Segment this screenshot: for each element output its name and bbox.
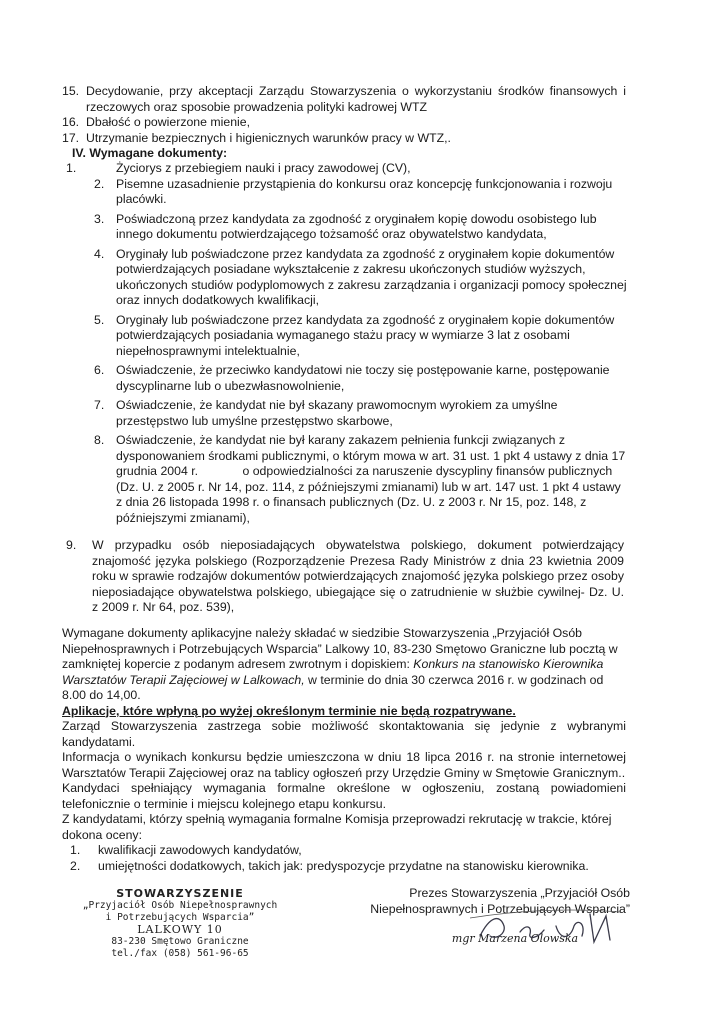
stamp-line: tel./fax (058) 561-96-65 — [111, 948, 249, 959]
list-item — [66, 538, 624, 616]
list-item-text: Poświadczoną przez kandydata za zgodność z oryginałem kopię dowodu osobistego lub innego dokumentu potwierdzającego tożsamość oraz obywatelstwo kandydata, — [116, 211, 597, 241]
list-item — [66, 313, 628, 360]
list-item-number: 2. — [94, 176, 105, 191]
list-item-text: Oryginały lub poświadczone przez kandydata za zgodność z oryginałem kopie dokumentów potwierdzających posiadane wykształcenie z zakresu ukończonych studiów wyższych, ukończonych studiów podyplomowych z zakresu zarządzania i organizacji pomocy społecznej oraz innych dodatkowych kwalifikacji, — [116, 246, 627, 307]
paragraph: Informacja o wynikach konkursu będzie umieszczona w dniu 18 lipca 2016 r. na stronie internetowej Warsztatów Terapii Zajęciowej oraz na tablicy ogłoszeń przy Urzędzie Gminy w Smętowie Granicznym.. — [62, 750, 626, 780]
list-item-number: 7. — [94, 398, 105, 412]
list-item — [66, 177, 628, 208]
handwritten-signature-icon — [460, 896, 630, 956]
list-item-number: 2. — [70, 858, 81, 873]
list-item — [62, 115, 626, 131]
list-item-text: Oświadczenie, że kandydat nie był skazany prawomocnym wyrokiem za umyślne przestępstwo lub umyślne przestępstwo skarbowe, — [116, 398, 558, 428]
documents-list-item-9 — [66, 538, 624, 616]
list-item-number: 1. — [70, 843, 81, 857]
stamp-line: i Potrzebujących Wsparcia” — [105, 912, 255, 923]
list-item-text: Oryginały lub poświadczone przez kandydata za zgodność z oryginałem kopie dokumentów potwierdzających posiadania wymaganego stażu pracy w wymiarze 3 lat z osobami niepełnosprawnymi intelektualnie, — [116, 312, 615, 358]
section-number: IV. — [72, 146, 86, 160]
stamp-title: STOWARZYSZENIE — [116, 887, 244, 900]
list-item — [70, 859, 626, 875]
submission-deadline: w terminie do dnia 30 czerwca 2016 r. w godzinach od 8.00 do 14,00. — [62, 672, 604, 702]
list-item — [70, 843, 626, 859]
signature-title-line: Prezes Stowarzyszenia „Przyjaciół Osób — [409, 886, 630, 900]
list-item — [66, 212, 628, 243]
submission-info — [62, 626, 626, 874]
list-item-text: kwalifikacji zawodowych kandydatów, — [98, 843, 302, 857]
list-item — [66, 247, 628, 309]
paragraph: Zarząd Stowarzyszenia zastrzega sobie możliwość skontaktowania się jedynie z wybranymi kandydatami. — [62, 719, 626, 749]
list-item-number: 15. — [62, 84, 80, 98]
submission-text: Wymagane dokumenty aplikacyjne należy składać w siedzibie Stowarzyszenia „Przyjaciół Osób Niepełnosprawnych i Potrzebujących Wsparcia” Lalkowy 10, 83-230 Smętowo Graniczne lub pocztą w zamkniętej kopercie z podanym adresem zwrotnym i dopiskiem: — [62, 626, 618, 671]
list-item — [62, 131, 626, 147]
signature-title-line: Niepełnosprawnych i Potrzebujących Wsparcia” — [370, 901, 630, 916]
list-item-number: 5. — [94, 312, 105, 327]
list-item-text: Utrzymanie bezpiecznych i higienicznych warunków pracy w WTZ,. — [86, 130, 451, 145]
list-item-text: Decydowanie, przy akceptacji Zarządu Stowarzyszenia o wykorzystaniu środków finansowych i rzeczowych oraz sposobie prowadzenia polityki kadrowej WTZ — [86, 84, 626, 114]
duties-list-end — [62, 84, 626, 146]
stamp-line: LALKOWY 10 — [137, 923, 223, 936]
list-item — [62, 84, 626, 115]
list-item-text: W przypadku osób nieposiadających obywatelstwa polskiego, dokument potwierdzający znajomość języka polskiego (Rozporządzenie Prezesa Rady Ministrów z dnia 23 kwietnia 2009 roku w sprawie rodzajów dokumentów potwierdzających znajomość języka polskiego przez osoby nieposiadające obywatelstwa polskiego, ubiegające się o zatrudnienie w służbie cywilnej- Dz. U. z 2009 r. Nr 64, poz. 539), — [92, 538, 624, 614]
list-item-number: 3. — [94, 211, 105, 226]
list-item-number: 16. — [62, 115, 80, 129]
list-item-text: Pisemne uzasadnienie przystąpienia do konkursu oraz koncepcję funkcjonowania i rozwoju placówki. — [116, 176, 613, 206]
list-item-text: umiejętności dodatkowych, takich jak: predyspozycje przydatne na stanowisku kierownika. — [98, 858, 589, 873]
paragraph: Kandydaci spełniający wymagania formalne określone w ogłoszeniu, zostaną powiadomieni telefonicznie o terminie i miejscu kolejnego etapu konkursu. — [62, 781, 626, 811]
stamp-line: „Przyjaciół Osób Niepełnosprawnych — [82, 900, 278, 911]
late-applications-warning: Aplikacje, które wpłyną po wyżej określonym terminie nie będą rozpatrywane. — [62, 703, 516, 718]
list-item-number: 1. — [66, 161, 77, 175]
list-item-number: 4. — [94, 246, 105, 261]
section-heading — [72, 146, 638, 162]
list-item-number: 6. — [94, 363, 105, 377]
list-item — [66, 363, 628, 394]
list-item-number: 8. — [94, 433, 105, 447]
submission-paragraph — [62, 626, 626, 704]
list-item — [66, 433, 628, 526]
list-item-text: Oświadczenie, że kandydat nie był karany zakazem pełnienia funkcji związanych z dysponowaniem środkami publicznymi, o którym mowa w art. 31 ust. 1 pkt 4 ustawy z dnia 17 grudnia 2004 r. o odpowiedzialności za naruszenie dyscypliny finansów publicznych (Dz. U. z 2005 r. Nr 14, poz. 114, z późniejszymi zmianami) lub w art. 147 ust. 1 pkt 4 ustawy z dnia 26 listopada 1998 r. o finansach publicznych (Dz. U. z 2003 r. Nr 15, poz. 148, z późniejszymi zmianami), — [116, 433, 629, 525]
paragraph: Z kandydatami, którzy spełnią wymagania formalne Komisja przeprowadzi rekrutację w trakcie, której dokona oceny: — [62, 812, 612, 842]
list-item — [66, 161, 628, 177]
stamp-line: 83-230 Smętowo Graniczne — [111, 936, 249, 947]
list-item-text: Dbałość o powierzone mienie, — [86, 115, 251, 129]
documents-list — [66, 161, 628, 530]
list-item-number: 9. — [66, 538, 77, 552]
list-item — [66, 398, 628, 429]
section-title: Wymagane dokumenty: — [89, 146, 228, 160]
organization-stamp — [80, 888, 280, 960]
submission-title: Konkurs na stanowisko Kierownika Warsztatów Terapii Zajęciowej w Lalkowach, — [62, 657, 604, 687]
signature-name: mgr Marzena Olowska — [451, 932, 579, 945]
list-item-text: Oświadczenie, że przeciwko kandydatowi nie toczy się postępowanie karne, postępowanie dyscyplinarne lub o ubezwłasnowolnienie, — [116, 363, 610, 393]
list-item-number: 17. — [62, 130, 80, 145]
list-item-text: Życiorys z przebiegiem nauki i pracy zawodowej (CV), — [116, 161, 411, 175]
